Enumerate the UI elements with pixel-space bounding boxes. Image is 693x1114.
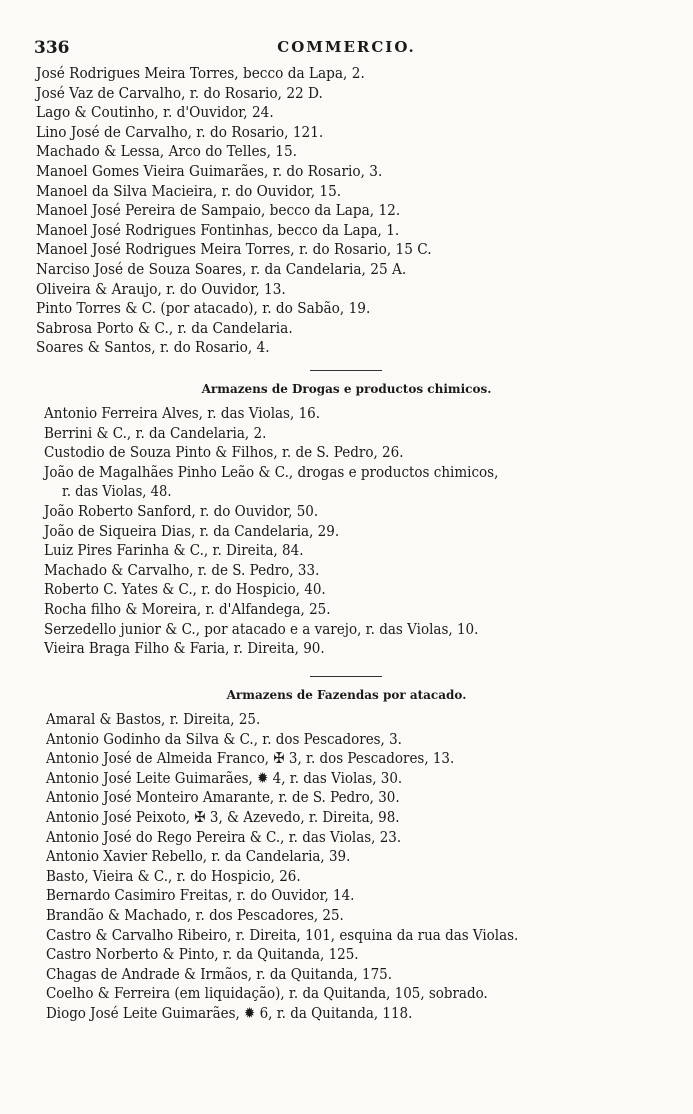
section-heading-fazendas: Armazens de Fazendas por atacado. <box>226 688 467 702</box>
list-item-continuation: r. das Violas, 48. <box>62 482 172 501</box>
section-heading-drogas: Armazens de Drogas e productos chimicos. <box>201 382 492 396</box>
list-item: Manoel José Pereira de Sampaio, becco da Lapa, 12. <box>36 201 401 220</box>
fazendas-entry-list <box>0 710 693 1024</box>
list-item: Sabrosa Porto & C., r. da Candelaria. <box>36 318 293 337</box>
list-item: Lago & Coutinho, r. d'Ouvidor, 24. <box>36 103 274 122</box>
list-item: Manoel Gomes Vieira Guimarães, r. do Rosario, 3. <box>36 161 383 180</box>
list-item: João de Magalhães Pinho Leão & C., drogas e productos chimicos, <box>44 462 499 481</box>
list-item: Pinto Torres & C. (por atacado), r. do Sabão, 19. <box>36 299 371 318</box>
list-item: Basto, Vieira & C., r. do Hospicio, 26. <box>46 866 301 885</box>
list-item: Coelho & Ferreira (em liquidação), r. da Quitanda, 105, sobrado. <box>46 984 488 1003</box>
list-item: Castro Norberto & Pinto, r. da Quitanda, 125. <box>46 945 359 964</box>
list-item: Berrini & C., r. da Candelaria, 2. <box>44 423 267 442</box>
list-item: Luiz Pires Farinha & C., r. Direita, 84. <box>44 541 304 560</box>
list-item: Brandão & Machado, r. dos Pescadores, 25. <box>46 905 344 924</box>
list-item: Antonio José do Rego Pereira & C., r. das Violas, 23. <box>46 827 402 846</box>
list-item: Amaral & Bastos, r. Direita, 25. <box>46 710 261 728</box>
list-item: Bernardo Casimiro Freitas, r. do Ouvidor, 14. <box>46 886 355 905</box>
list-item: Manoel José Rodrigues Fontinhas, becco da Lapa, 1. <box>36 220 400 239</box>
list-item: Antonio Godinho da Silva & C., r. dos Pescadores, 3. <box>46 729 402 748</box>
page-header <box>0 38 693 60</box>
list-item: Vieira Braga Filho & Faria, r. Direita, 90. <box>44 639 325 658</box>
list-item: Machado & Carvalho, r. de S. Pedro, 33. <box>44 560 320 579</box>
list-item: Manoel José Rodrigues Meira Torres, r. do Rosario, 15 C. <box>36 240 432 259</box>
list-item: Roberto C. Yates & C., r. do Hospicio, 40. <box>44 580 326 599</box>
list-item: Antonio Xavier Rebello, r. da Candelaria, 39. <box>46 847 351 866</box>
list-item: Antonio José Monteiro Amarante, r. de S. Pedro, 30. <box>46 788 400 807</box>
list-item: Custodio de Souza Pinto & Filhos, r. de S. Pedro, 26. <box>44 443 404 462</box>
list-item: Antonio José Leite Guimarães, ✹ 4, r. das Violas, 30. <box>46 768 403 787</box>
running-title: COMMERCIO. <box>277 38 416 56</box>
section-rule <box>310 676 382 677</box>
list-item: Manoel da Silva Macieira, r. do Ouvidor, 15. <box>36 181 342 200</box>
list-item: Diogo José Leite Guimarães, ✹ 6, r. da Quitanda, 118. <box>46 1003 413 1022</box>
list-item: Narciso José de Souza Soares, r. da Candelaria, 25 A. <box>36 259 407 278</box>
list-item: João Roberto Sanford, r. do Ouvidor, 50. <box>44 501 319 520</box>
list-item: Antonio José Peixoto, ✠ 3, & Azevedo, r. Direita, 98. <box>46 807 400 826</box>
list-item: Antonio José de Almeida Franco, ✠ 3, r. dos Pescadores, 13. <box>46 749 455 768</box>
section-rule <box>310 370 382 371</box>
list-item: Antonio Ferreira Alves, r. das Violas, 16. <box>44 404 321 422</box>
list-item: Oliveira & Araujo, r. do Ouvidor, 13. <box>36 279 286 298</box>
list-item: Machado & Lessa, Arco do Telles, 15. <box>36 142 298 161</box>
list-item: Chagas de Andrade & Irmãos, r. da Quitanda, 175. <box>46 964 392 983</box>
list-item: Serzedello junior & C., por atacado e a varejo, r. das Violas, 10. <box>44 619 479 638</box>
list-item: José Vaz de Carvalho, r. do Rosario, 22 D. <box>36 83 323 102</box>
list-item: Lino José de Carvalho, r. do Rosario, 121. <box>36 122 324 141</box>
page-number: 336 <box>34 38 70 58</box>
list-item: Soares & Santos, r. do Rosario, 4. <box>36 338 270 357</box>
list-item: João de Siqueira Dias, r. da Candelaria, 29. <box>44 521 340 540</box>
drogas-entry-list <box>0 404 693 659</box>
top-entry-list <box>0 64 693 358</box>
list-item: Castro & Carvalho Ribeiro, r. Direita, 101, esquina da rua das Violas. <box>46 925 519 944</box>
list-item: José Rodrigues Meira Torres, becco da Lapa, 2. <box>36 64 365 82</box>
list-item: Rocha filho & Moreira, r. d'Alfandega, 25. <box>44 599 331 618</box>
